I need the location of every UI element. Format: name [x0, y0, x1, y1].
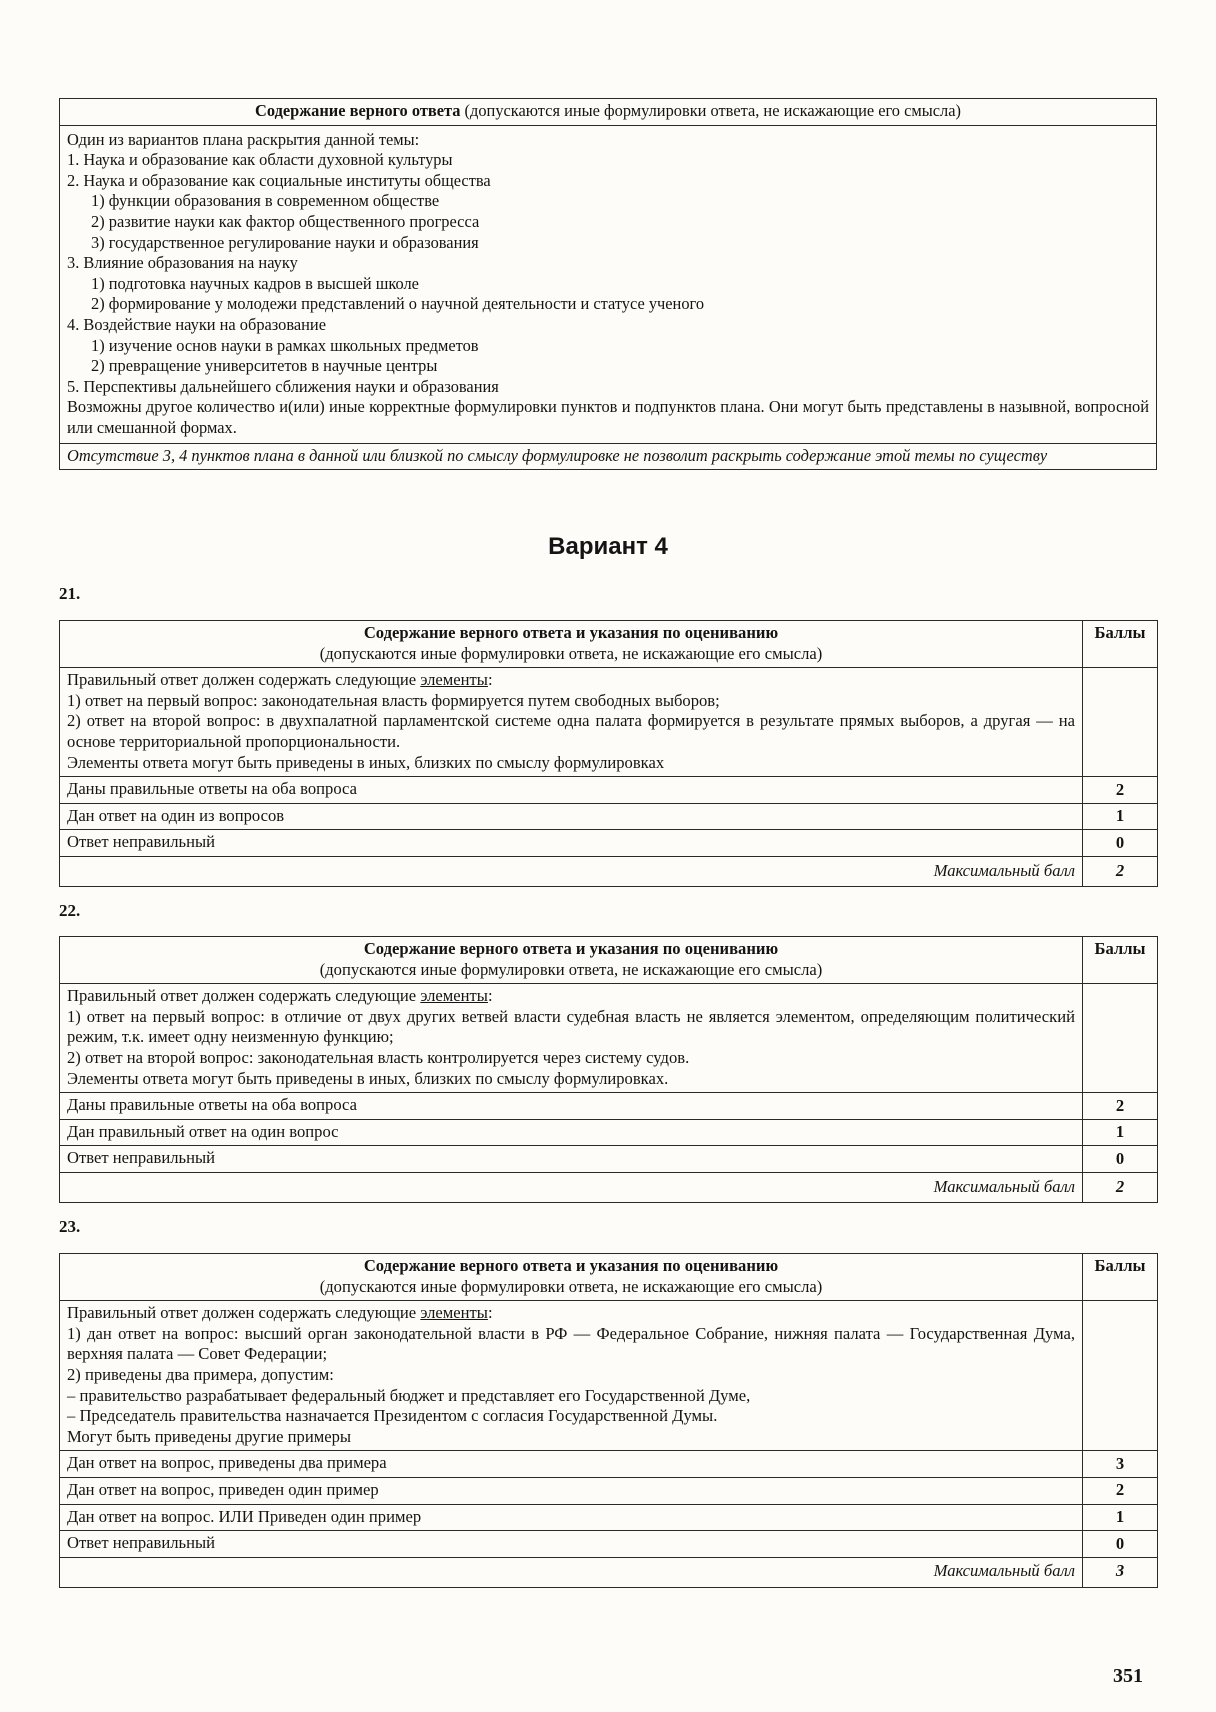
top-answer-body [60, 125, 1157, 443]
header-subtitle: (допускаются иные формулировки ответа, не искажающие его смысла) [319, 1276, 823, 1296]
criterion-label: Даны правильные ответы на оба вопроса [60, 1093, 1083, 1120]
answer-line: 2) ответ на второй вопрос: в двухпалатной парламентской системе одна палата формируется в результате прямых выборов, а другая — на основе территориальной пропорциональности. [67, 711, 1075, 751]
answer-line: 2) приведены два примера, допустим: [67, 1364, 334, 1384]
criterion-label: Дан ответ на один из вопросов [60, 803, 1083, 830]
criterion-label: Ответ неправильный [60, 1146, 1083, 1173]
answer-line: – правительство разрабатывает федеральный бюджет и представляет его Государственной Думе, [67, 1385, 751, 1405]
table-header [60, 621, 1083, 668]
criterion-score: 1 [1083, 803, 1158, 830]
answer-content [60, 984, 1083, 1093]
max-score-label: Максимальный балл [60, 856, 1083, 886]
empty-score-cell [1083, 1301, 1158, 1451]
plan-line: 2. Наука и образование как социальные институты общества [67, 170, 491, 190]
answer-content [60, 1301, 1083, 1451]
table-header [60, 1254, 1083, 1301]
header-subtitle: (допускаются иные формулировки ответа, не искажающие его смысла) [319, 643, 823, 663]
criterion-score: 1 [1083, 1119, 1158, 1146]
answer-line: Элементы ответа могут быть приведены в иных, близких по смыслу формулировках [67, 752, 665, 772]
scoring-table [59, 1253, 1158, 1588]
table-header [60, 937, 1083, 984]
answer-intro: Правильный ответ должен содержать следующие элементы: [67, 986, 493, 1006]
answer-line: 1) ответ на первый вопрос: законодательная власть формируется путем свободных выборов; [67, 690, 720, 710]
plan-line: 3. Влияние образования на науку [67, 253, 298, 273]
criterion-score: 0 [1083, 830, 1158, 857]
top-answer-table [59, 98, 1157, 470]
plan-line: 1) изучение основ науки в рамках школьных предметов [91, 335, 479, 355]
empty-score-cell [1083, 668, 1158, 777]
criterion-score: 3 [1083, 1451, 1158, 1478]
criterion-label: Дан правильный ответ на один вопрос [60, 1119, 1083, 1146]
empty-score-cell [1083, 984, 1158, 1093]
plan-closing-text: Возможны другое количество и(или) иные корректные формулировки пунктов и подпунктов плана. Они могут быть представлены в назывной, вопросной или смешанной формах. [67, 397, 1149, 437]
criterion-score: 2 [1083, 777, 1158, 804]
plan-line: 4. Воздействие науки на образование [67, 314, 326, 334]
scoring-table [59, 620, 1158, 887]
top-answer-header: Содержание верного ответа (допускаются иные формулировки ответа, не искажающие его смысла) [60, 99, 1157, 126]
plan-line: 1. Наука и образование как области духовной культуры [67, 150, 453, 170]
score-header: Баллы [1083, 1254, 1158, 1301]
variant-title: Вариант 4 [548, 533, 668, 560]
criterion-label: Дан ответ на вопрос. ИЛИ Приведен один пример [60, 1504, 1083, 1531]
plan-line: 2) превращение университетов в научные центры [91, 356, 438, 376]
answer-intro: Правильный ответ должен содержать следующие элементы: [67, 670, 493, 690]
score-header: Баллы [1083, 937, 1158, 984]
plan-line: 5. Перспективы дальнейшего сближения науки и образования [67, 376, 499, 396]
criterion-label: Даны правильные ответы на оба вопроса [60, 777, 1083, 804]
plan-line: 1) функции образования в современном обществе [91, 191, 440, 211]
question-number: 22. [59, 901, 81, 920]
answer-line: 2) ответ на второй вопрос: законодательная власть контролируется через систему судов. [67, 1047, 690, 1067]
criterion-score: 2 [1083, 1477, 1158, 1504]
page-number: 351 [1113, 1665, 1143, 1687]
answer-line: Элементы ответа могут быть приведены в иных, близких по смыслу формулировках. [67, 1068, 669, 1088]
header-title: Содержание верного ответа и указания по оцениванию [363, 623, 779, 642]
criterion-score: 2 [1083, 1093, 1158, 1120]
plan-line: 3) государственное регулирование науки и образования [91, 232, 479, 252]
answer-line: 1) дан ответ на вопрос: высший орган законодательной власти в РФ — Федеральное Собрание, нижняя палата — Государственная Дума, верхняя палата — Совет Федерации; [67, 1323, 1075, 1364]
question-number: 21. [59, 584, 81, 603]
criterion-label: Дан ответ на вопрос, приведены два примера [60, 1451, 1083, 1478]
header-title: Содержание верного ответа и указания по оцениванию [363, 1256, 779, 1275]
criterion-score: 0 [1083, 1531, 1158, 1558]
answer-line: Могут быть приведены другие примеры [67, 1426, 352, 1446]
header-subtitle: (допускаются иные формулировки ответа, не искажающие его смысла) [319, 959, 823, 979]
criterion-label: Дан ответ на вопрос, приведен один пример [60, 1477, 1083, 1504]
answer-line: – Председатель правительства назначается Президентом с согласия Государственной Думы. [67, 1406, 718, 1426]
plan-line: 2) развитие науки как фактор общественного прогресса [91, 211, 480, 231]
max-score-label: Максимальный балл [60, 1172, 1083, 1202]
max-score-value: 2 [1083, 856, 1158, 886]
plan-lines [67, 130, 1149, 398]
question-number: 23. [59, 1217, 81, 1236]
max-score-label: Максимальный балл [60, 1557, 1083, 1587]
criterion-label: Ответ неправильный [60, 1531, 1083, 1558]
answer-content [60, 668, 1083, 777]
plan-note: Отсутствие 3, 4 пунктов плана в данной или близкой по смыслу формулировке не позволит раскрыть содержание этой темы по существу [60, 443, 1157, 470]
answer-intro: Правильный ответ должен содержать следующие элементы: [67, 1303, 493, 1323]
score-header: Баллы [1083, 621, 1158, 668]
scoring-table [59, 936, 1158, 1203]
answer-line: 1) ответ на первый вопрос: в отличие от двух других ветвей власти судебная власть не является элементом, определяющим политический режим, т.к. имеет одну неизменную функцию; [67, 1006, 1075, 1047]
plan-line: 1) подготовка научных кадров в высшей школе [91, 273, 419, 293]
plan-line: 2) формирование у молодежи представлений о научной деятельности и статусе ученого [91, 294, 705, 314]
max-score-value: 3 [1083, 1557, 1158, 1587]
max-score-value: 2 [1083, 1172, 1158, 1202]
criterion-score: 0 [1083, 1146, 1158, 1173]
criterion-score: 1 [1083, 1504, 1158, 1531]
criterion-label: Ответ неправильный [60, 830, 1083, 857]
header-title: Содержание верного ответа и указания по оцениванию [363, 939, 779, 958]
plan-line: Один из вариантов плана раскрытия данной темы: [67, 129, 420, 149]
